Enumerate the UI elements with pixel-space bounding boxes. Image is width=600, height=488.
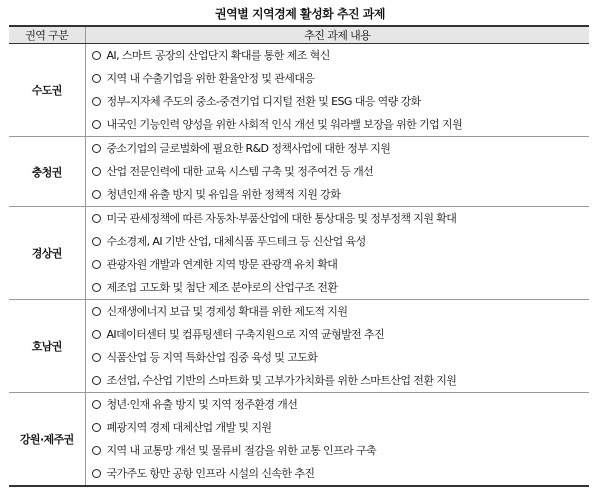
circle-bullet-icon — [92, 330, 101, 339]
task-text: 정부-지자체 주도의 중소-중견기업 디지털 전환 및 ESG 대응 역량 강화 — [106, 95, 421, 108]
circle-bullet-icon — [92, 74, 101, 83]
task-text: 신재생에너지 보급 및 경제성 확대를 위한 제도적 지원 — [106, 305, 348, 318]
task-text: 중소기업의 글로벌화에 필요한 R&D 정책사업에 대한 정부 지원 — [106, 142, 391, 155]
list-item — [86, 160, 590, 183]
circle-bullet-icon — [92, 376, 101, 385]
circle-bullet-icon — [92, 469, 101, 478]
circle-bullet-icon — [92, 51, 101, 60]
task-text: 폐광지역 경제 대체산업 개발 및 지원 — [106, 421, 272, 434]
list-item — [86, 44, 590, 67]
table-row — [9, 44, 589, 137]
task-text: 지역 내 교통망 개선 및 물류비 절감을 위한 교통 인프라 구축 — [106, 444, 377, 457]
task-text: 수소경제, AI 기반 산업, 대체식품 푸드테크 등 신산업 육성 — [106, 235, 366, 248]
list-item — [86, 276, 590, 299]
task-list — [85, 44, 589, 137]
region-name: 강원·제주권 — [9, 393, 85, 487]
circle-bullet-icon — [92, 97, 101, 106]
list-item — [86, 67, 590, 90]
task-text: 관광자원 개발과 연계한 지역 방문 관광객 유치 확대 — [106, 258, 338, 271]
circle-bullet-icon — [92, 190, 101, 199]
list-item — [86, 183, 590, 206]
task-text: 내국인 기능인력 양성을 위한 사회적 인식 개선 및 워라밸 보장을 위한 기업 지원 — [106, 118, 463, 131]
list-item — [86, 346, 590, 369]
header-region: 권역 구분 — [9, 26, 85, 44]
circle-bullet-icon — [92, 353, 101, 362]
list-item — [86, 253, 590, 276]
list-item — [86, 439, 590, 462]
regional-agenda-table — [9, 25, 589, 487]
region-name: 충청권 — [9, 137, 85, 207]
list-item — [86, 393, 590, 416]
task-text: 산업 전문인력에 대한 교육 시스템 구축 및 정주여건 등 개선 — [106, 165, 374, 178]
task-text: 청년·인재 유출 방지 및 지역 정주환경 개선 — [106, 398, 298, 411]
task-text: 청년인재 유출 방지 및 유입을 위한 정책적 지원 강화 — [106, 188, 341, 201]
table-row — [9, 300, 589, 393]
circle-bullet-icon — [92, 283, 101, 292]
list-item — [86, 300, 590, 323]
list-item — [86, 137, 590, 160]
list-item — [86, 207, 590, 230]
list-item — [86, 369, 590, 392]
circle-bullet-icon — [92, 446, 101, 455]
list-item — [86, 462, 590, 485]
list-item — [86, 230, 590, 253]
circle-bullet-icon — [92, 120, 101, 129]
circle-bullet-icon — [92, 144, 101, 153]
task-text: 미국 관세정책에 따른 자동차·부품산업에 대한 통상대응 및 정부정책 지원 확대 — [106, 212, 457, 225]
header-tasks: 추진 과제 내용 — [85, 26, 589, 44]
task-text: 국가주도 항만 공항 인프라 시설의 신속한 추진 — [106, 467, 315, 480]
list-item — [86, 323, 590, 346]
circle-bullet-icon — [92, 260, 101, 269]
task-list — [85, 207, 589, 300]
list-item — [86, 113, 590, 136]
region-name: 호남권 — [9, 300, 85, 393]
table-row — [9, 393, 589, 487]
circle-bullet-icon — [92, 307, 101, 316]
task-text: AI데이터센터 및 컴퓨팅센터 구축지원으로 지역 균형발전 추진 — [106, 328, 385, 341]
region-name: 경상권 — [9, 207, 85, 300]
table-row — [9, 207, 589, 300]
region-name: 수도권 — [9, 44, 85, 137]
circle-bullet-icon — [92, 237, 101, 246]
task-text: 식품산업 등 지역 특화산업 집중 육성 및 고도화 — [106, 351, 318, 364]
header-row — [9, 26, 589, 44]
circle-bullet-icon — [92, 423, 101, 432]
task-list — [85, 393, 589, 487]
circle-bullet-icon — [92, 167, 101, 176]
task-text: 지역 내 수출기업을 위한 환율안정 및 관세대응 — [106, 72, 315, 85]
circle-bullet-icon — [92, 214, 101, 223]
task-list — [85, 137, 589, 207]
table-title: 권역별 지역경제 활성화 추진 과제 — [214, 7, 385, 21]
task-text: 제조업 고도화 및 첨단 제조 분야로의 산업구조 전환 — [106, 281, 338, 294]
task-list — [85, 300, 589, 393]
circle-bullet-icon — [92, 400, 101, 409]
list-item — [86, 416, 590, 439]
task-text: 조선업, 수산업 기반의 스마트화 및 고부가가치화를 위한 스마트산업 전환 지원 — [106, 374, 457, 387]
table-row — [9, 137, 589, 207]
task-text: AI, 스마트 공장의 산업단지 확대를 통한 제조 혁신 — [106, 49, 330, 62]
list-item — [86, 90, 590, 113]
